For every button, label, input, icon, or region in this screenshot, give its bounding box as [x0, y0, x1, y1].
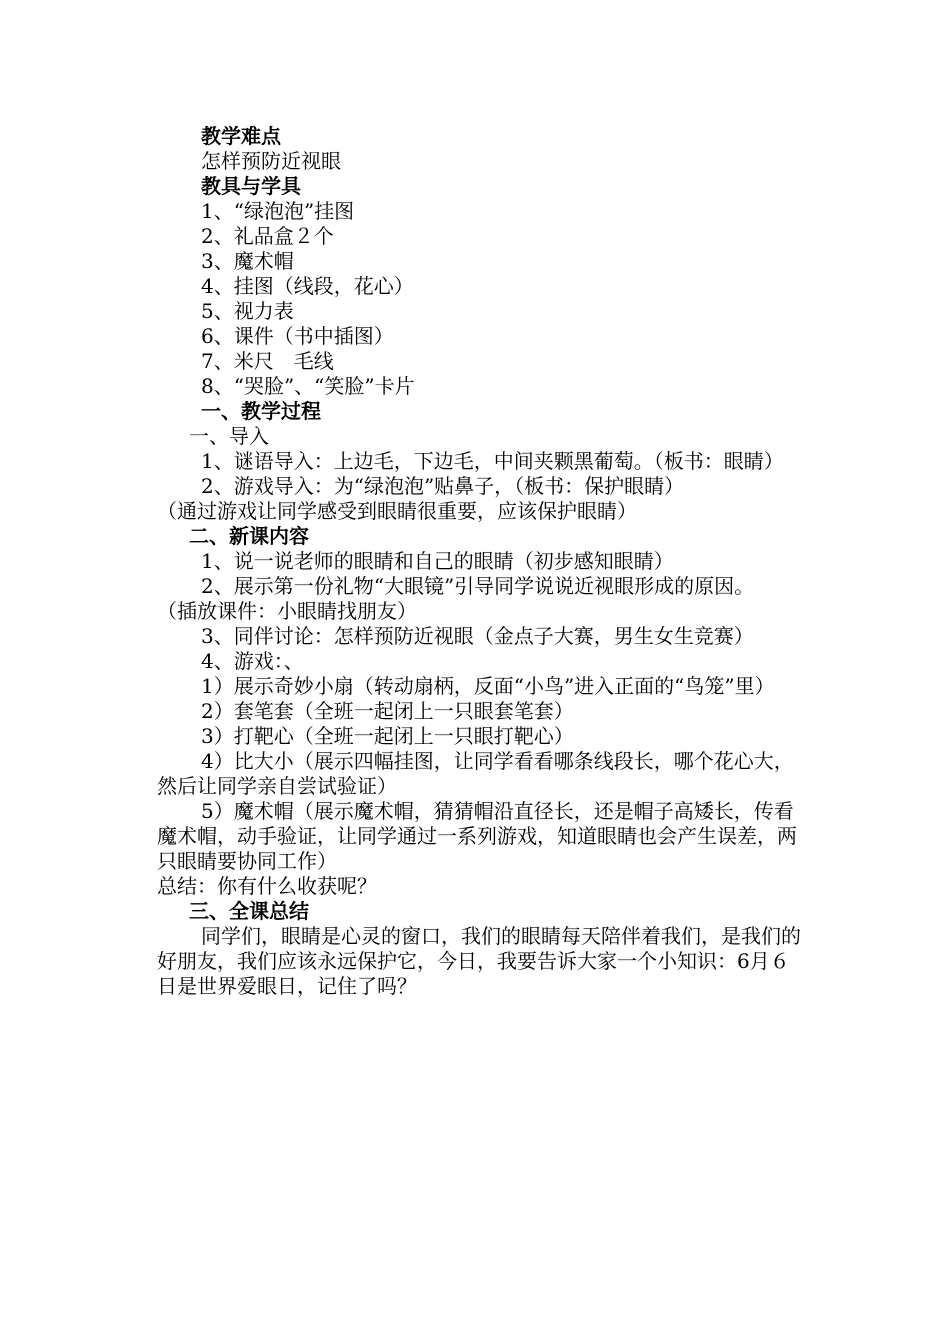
paragraph: （插放课件：小眼睛找朋友） — [157, 599, 417, 623]
paragraph: 2、展示第一份礼物“大眼镜”引导同学说说近视眼形成的原因。 — [201, 574, 755, 598]
paragraph: 8、“哭脸”、“笑脸”卡片 — [201, 374, 415, 398]
paragraph: 4、游戏：、 — [201, 649, 304, 673]
paragraph: 同学们，眼睛是心灵的窗口，我们的眼睛每天陪伴着我们，是我们的好朋友，我们应该永远保护它，今日，我要告诉大家一个小知识：6月６日是世界爱眼日，记住了吗？ — [157, 924, 801, 998]
paragraph: 1、谜语导入：上边毛，下边毛，中间夹颗黑葡萄。（板书：眼睛） — [201, 449, 784, 473]
paragraph: 4、挂图（线段，花心） — [201, 274, 414, 298]
section-heading: 三、全课总结 — [189, 899, 309, 923]
paragraph: 7、米尺 毛线 — [201, 349, 334, 373]
paragraph: 5）魔术帽（展示魔术帽，猜猜帽沿直径长，还是帽子高矮长，传看魔术帽，动手验证，让同学通过一系列游戏，知道眼睛也会产生误差，两只眼睛要协同工作） — [157, 799, 797, 873]
paragraph: 2、礼品盒２个 — [201, 224, 334, 248]
paragraph: 怎样预防近视眼 — [201, 149, 341, 173]
paragraph: 5、视力表 — [201, 299, 294, 323]
paragraph: 4）比大小（展示四幅挂图，让同学看看哪条线段长，哪个花心大，然后让同学亲自尝试验证） — [157, 749, 794, 798]
paragraph: 6、课件（书中插图） — [201, 324, 394, 348]
section-heading: 教学难点 — [201, 124, 281, 148]
paragraph: 3）打靶心（全班一起闭上一只眼打靶心） — [201, 724, 574, 748]
paragraph: 总结：你有什么收获呢？ — [157, 874, 377, 898]
paragraph: （通过游戏让同学感受到眼睛很重要，应该保护眼睛） — [157, 499, 637, 523]
paragraph: 3、同伴讨论：怎样预防近视眼（金点子大赛，男生女生竞赛） — [201, 624, 754, 648]
paragraph: 2）套笔套（全班一起闭上一只眼套笔套） — [201, 699, 574, 723]
document-page — [157, 124, 807, 999]
paragraph: 1）展示奇妙小扇（转动扇柄，反面“小鸟”进入正面的“鸟笼”里） — [201, 674, 775, 698]
paragraph: 2、游戏导入：为“绿泡泡”贴鼻子，（板书：保护眼睛） — [201, 474, 685, 498]
paragraph: 1、说一说老师的眼睛和自己的眼睛（初步感知眼睛） — [201, 549, 674, 573]
paragraph: 一、导入 — [189, 424, 269, 448]
section-heading: 二、新课内容 — [189, 524, 309, 548]
paragraph: 3、魔术帽 — [201, 249, 294, 273]
paragraph: 1、“绿泡泡”挂图 — [201, 199, 355, 223]
section-heading: 教具与学具 — [201, 174, 301, 198]
section-heading: 一、教学过程 — [201, 399, 321, 423]
